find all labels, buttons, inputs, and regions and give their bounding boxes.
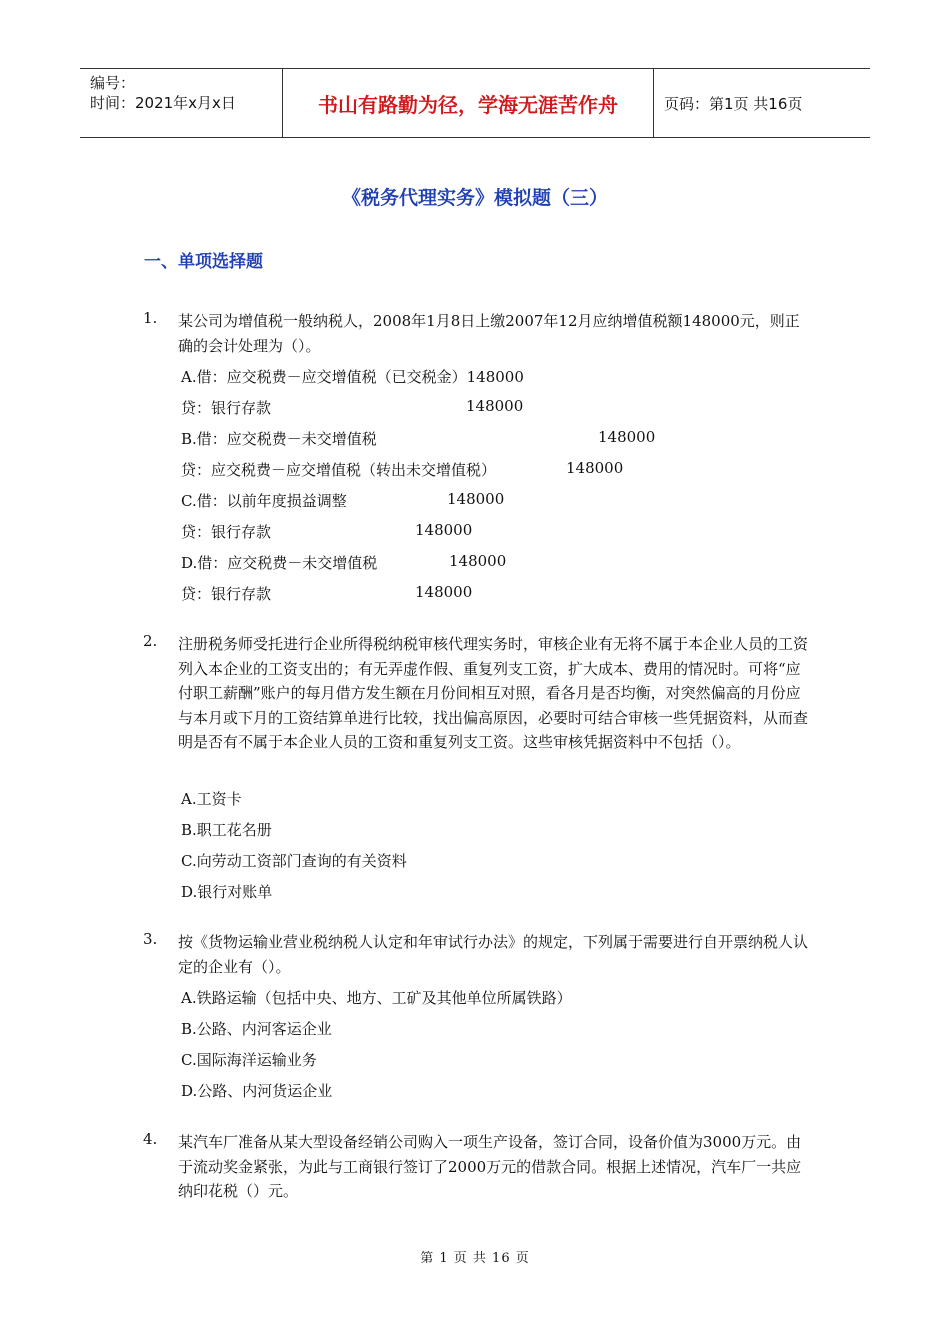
option-line: B.借：应交税费－未交增值税 (181, 430, 377, 448)
number-label: 编号： (90, 74, 136, 92)
option-amount: 148000 (415, 521, 473, 539)
option-line: D.公路、内河货运企业 (181, 1082, 333, 1100)
header-motto: 书山有路勤为径，学海无涯苦作舟 (282, 69, 654, 137)
page-footer: 第 1 页 共 16 页 (420, 1251, 530, 1266)
header-meta (80, 69, 282, 137)
option-line: C.国际海洋运输业务 (181, 1051, 317, 1069)
header-page-info: 页码：第1页 共16页 (664, 94, 803, 113)
option-line: A.借：应交税费－应交增值税（已交税金）148000 (181, 368, 524, 386)
question-number: 4. (143, 1130, 158, 1148)
option-amount: 148000 (566, 459, 624, 477)
page-header (80, 68, 870, 138)
option-line: A.铁路运输（包括中央、地方、工矿及其他单位所属铁路） (181, 989, 572, 1007)
document-title: 《税务代理实务》模拟题（三） (341, 187, 608, 209)
question-4 (143, 1130, 813, 1204)
option-line: 贷：银行存款 (181, 399, 272, 417)
option-line: A.工资卡 (181, 790, 242, 808)
option-line: 贷：应交税费－应交增值税（转出未交增值税） (181, 461, 497, 479)
option-line: C.向劳动工资部门查询的有关资料 (181, 852, 407, 870)
option-line: 贷：银行存款 (181, 523, 272, 541)
question-3 (143, 930, 813, 979)
option-line: C.借：以前年度损益调整 (181, 492, 347, 510)
option-line: D.借：应交税费－未交增值税 (181, 554, 378, 572)
time-label: 时间：2021年x月x日 (90, 94, 236, 112)
option-amount: 148000 (447, 490, 505, 508)
section-title: 一、单项选择题 (144, 252, 263, 272)
question-stem: 注册税务师受托进行企业所得税纳税审核代理实务时，审核企业有无将不属于本企业人员的工资列入本企业的工资支出的；有无弄虚作假、重复列支工资，扩大成本、费用的情况时。可将“应付职工薪酬”账户的每月借方发生额在月份间相互对照，看各月是否均衡，对突然偏高的月份应与本月或下月的工资结算单进行比较，找出偏高原因，必要时可结合审核一些凭据资料，从而查明是否有不属于本企业人员的工资和重复列支工资。这些审核凭据资料中不包括（）。 (178, 635, 809, 751)
option-line: B.公路、内河客运企业 (181, 1020, 332, 1038)
question-1 (143, 309, 813, 358)
question-2 (143, 632, 813, 755)
option-amount: 148000 (449, 552, 507, 570)
question-stem: 某汽车厂准备从某大型设备经销公司购入一项生产设备，签订合同，设备价值为3000万元。由于流动奖金紧张，为此与工商银行签订了2000万元的借款合同。根据上述情况，汽车厂一共应纳印花税（）元。 (178, 1133, 802, 1200)
question-number: 1. (143, 309, 158, 327)
option-amount: 148000 (415, 583, 473, 601)
question-stem: 某公司为增值税一般纳税人，2008年1月8日上缴2007年12月应纳增值税额148000元，则正确的会计处理为（）。 (178, 312, 800, 355)
option-line: 贷：银行存款 (181, 585, 272, 603)
option-line: B.职工花名册 (181, 821, 272, 839)
question-stem: 按《货物运输业营业税纳税人认定和年审试行办法》的规定，下列属于需要进行自开票纳税人认定的企业有（）。 (178, 933, 809, 976)
question-number: 2. (143, 632, 158, 650)
option-line: D.银行对账单 (181, 883, 273, 901)
question-number: 3. (143, 930, 158, 948)
option-amount: 148000 (598, 428, 656, 446)
option-amount: 148000 (466, 397, 524, 415)
